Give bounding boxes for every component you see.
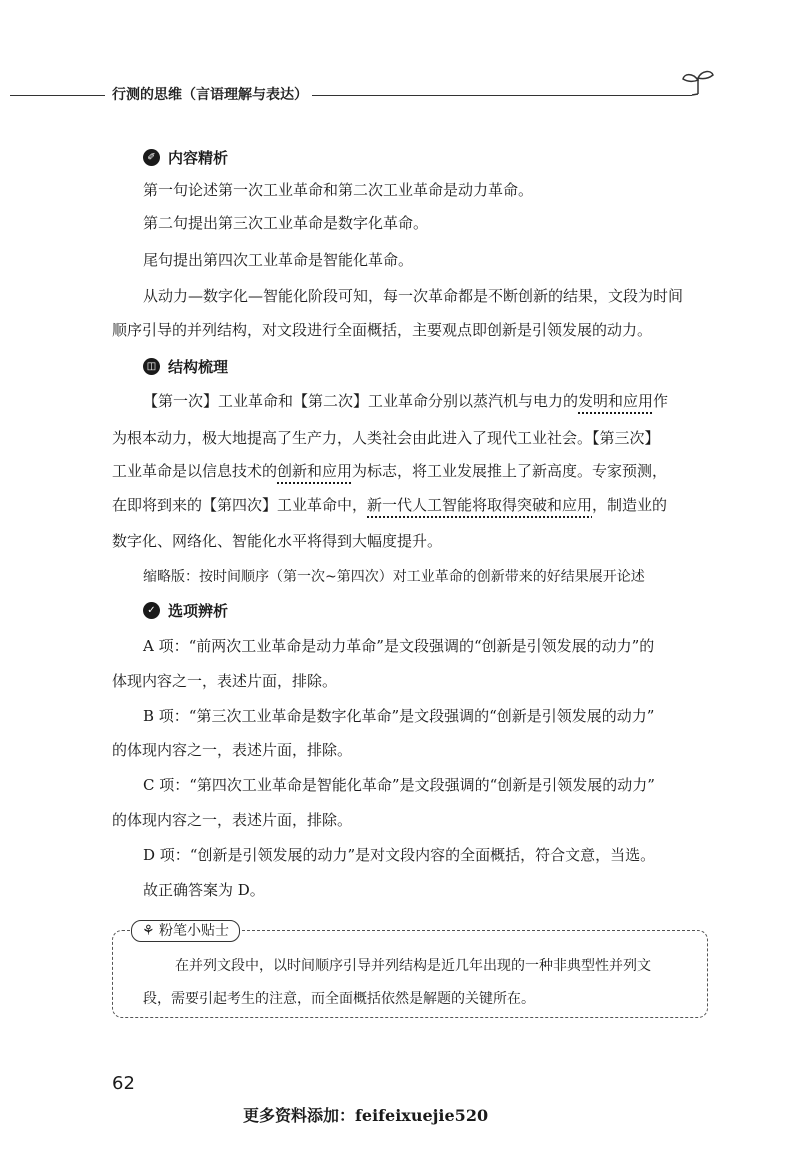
header-rule-right — [312, 95, 692, 96]
emphasis-text: 新一代人工智能将取得突破和应用 — [367, 496, 593, 514]
page-number: 62 — [112, 1073, 135, 1094]
structure-line: 为根本动力，极大地提高了生产力，人类社会由此进入了现代工业社会。【第三次】 — [112, 429, 660, 447]
summary-line: 缩略版：按时间顺序（第一次~第四次）对工业革命的创新带来的好结果展开论述 — [143, 569, 645, 585]
section-title: 结构梳理 — [168, 358, 229, 376]
tip-text: 段，需要引起考生的注意，而全面概括依然是解题的关键所在。 — [143, 991, 535, 1007]
option-line: B 项：“第三次工业革命是数字化革命”是文段强调的“创新是引领发展的动力” — [143, 707, 655, 725]
content-line: 从动力—数字化—智能化阶段可知，每一次革命都是不断创新的结果，文段为时间 — [143, 287, 684, 305]
structure-icon: ◫ — [143, 358, 160, 375]
content-line: 第一句论述第一次工业革命和第二次工业革命是动力革命。 — [143, 181, 534, 199]
check-icon: ✓ — [143, 602, 160, 619]
running-header: 行测的思维（言语理解与表达） — [112, 87, 308, 103]
content-line: 尾句提出第四次工业革命是智能化革命。 — [143, 251, 414, 269]
option-line: C 项：“第四次工业革命是智能化革命”是文段强调的“创新是引领发展的动力” — [143, 776, 655, 794]
tip-label: ⚘ 粉笔小贴士 — [131, 920, 240, 942]
structure-line: 工业革命是以信息技术的创新和应用为标志，将工业发展推上了新高度。专家预测， — [112, 462, 668, 480]
emphasis-text: 发明和应用 — [578, 392, 654, 410]
structure-line: 在即将到来的【第四次】工业革命中，新一代人工智能将取得突破和应用，制造业的 — [112, 496, 668, 514]
content-line: 顺序引导的并列结构，对文段进行全面概括，主要观点即创新是引领发展的动力。 — [112, 321, 653, 339]
structure-line: 数字化、网络化、智能化水平将得到大幅度提升。 — [112, 532, 443, 550]
option-line: 的体现内容之一，表述片面，排除。 — [112, 741, 353, 759]
section-structure-heading — [143, 356, 228, 377]
option-line: A 项：“前两次工业革命是动力革命”是文段强调的“创新是引领发展的动力”的 — [143, 637, 655, 655]
sprout-icon — [678, 66, 718, 98]
sprout-icon: ⚘ — [142, 923, 160, 939]
header-rule-left — [10, 95, 105, 96]
footer-note: 更多资料添加：feifeixuejie520 — [243, 1106, 489, 1125]
section-options-heading — [143, 600, 228, 621]
content-line: 第二句提出第三次工业革命是数字化革命。 — [143, 214, 429, 232]
option-line: D 项：“创新是引领发展的动力”是对文段内容的全面概括，符合文意，当选。 — [143, 846, 656, 864]
section-title: 选项辨析 — [168, 602, 229, 620]
pen-icon: ✐ — [143, 149, 160, 166]
emphasis-text: 创新和应用 — [277, 462, 353, 480]
structure-line: 【第一次】工业革命和【第二次】工业革命分别以蒸汽机与电力的发明和应用作 — [143, 392, 669, 410]
option-line: 的体现内容之一，表述片面，排除。 — [112, 811, 353, 829]
section-content-heading — [143, 147, 228, 168]
option-line: 体现内容之一，表述片面，排除。 — [112, 672, 338, 690]
answer-line: 故正确答案为 D。 — [143, 881, 265, 899]
section-title: 内容精析 — [168, 149, 229, 167]
tip-text: 在并列文段中，以时间顺序引导并列结构是近几年出现的一种非典型性并列文 — [175, 958, 651, 974]
